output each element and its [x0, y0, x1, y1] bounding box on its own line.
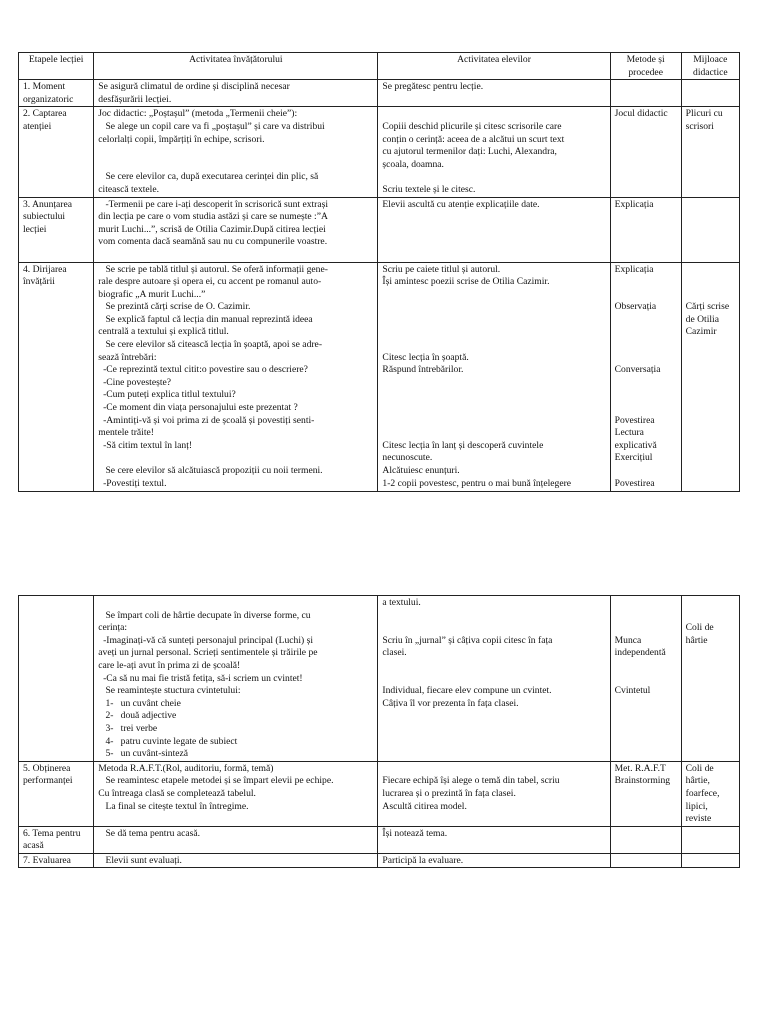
cell-text-line: 1. Moment: [23, 81, 66, 93]
lesson-plan-table-page-1: [18, 52, 740, 492]
cell-text-line: [615, 389, 677, 402]
methods-cell: [610, 853, 681, 868]
cell-text-line: [686, 276, 735, 289]
cell-text-line: conțin o cerință: aceea de a alcătui un scurt text: [382, 133, 565, 145]
cell-text-line: explicativă: [614, 439, 657, 451]
cell-text-line: Se explică faptul că lecția din manual reprezintă ideea: [98, 313, 313, 325]
cell-text-line: foarfece,: [685, 787, 720, 799]
cell-text-line: [615, 597, 677, 610]
cell-text-line: hârtie: [685, 634, 708, 646]
table-row: [19, 826, 740, 853]
cell-text-line: Munca: [614, 634, 642, 646]
cell-text-line: acasă: [23, 840, 44, 852]
cell-text-line: care le-ați avut în prima zi de școală!: [98, 659, 241, 671]
cell-text-line: Scriu textele și le citesc.: [382, 183, 476, 195]
cell-text-line: mentele trăite!: [98, 427, 154, 439]
cell-text-line: [615, 673, 677, 686]
cell-text-line: Coli de: [685, 762, 714, 774]
cell-text-line: Scriu în „jurnal” și câțiva copii citesc în fața: [382, 634, 553, 646]
header-activitatea-invatatorului: [94, 53, 378, 80]
cell-text-line: [98, 159, 373, 172]
cell-text-line: Se pregătesc pentru lecție.: [382, 81, 484, 93]
cell-text-line: Fiecare echipă își alege o temă din tabel, scriu: [382, 775, 560, 787]
methods-cell: [610, 596, 681, 762]
cell-text-line: Își notează tema.: [382, 827, 448, 839]
cell-text-line: [615, 339, 677, 352]
cell-text-line: Cvintetul: [614, 685, 651, 697]
cell-text-line: [615, 622, 677, 635]
stage-cell: [19, 596, 94, 762]
teacher-activity-cell: [94, 826, 378, 853]
table-row: [19, 596, 740, 762]
cell-text-line: școala, doamna.: [382, 158, 444, 170]
cell-text-line: [382, 289, 605, 302]
methods-cell: [610, 197, 681, 262]
student-activity-cell: [378, 197, 610, 262]
table-row: [19, 197, 740, 262]
cell-text-line: [382, 673, 605, 686]
cell-text-line: 5- un cuvânt-sinteză: [98, 748, 189, 760]
cell-text-line: celorlalți copii, împărțiți în echipe, scrisori.: [98, 133, 265, 145]
teacher-activity-cell: [94, 197, 378, 262]
cell-text-line: 2- două adjective: [98, 710, 177, 722]
cell-text-line: Metode și: [626, 54, 665, 65]
cell-text-line: -Cum puteți explica titlul textului?: [98, 389, 236, 401]
cell-text-line: performanței: [23, 775, 73, 787]
resources-cell: [681, 596, 739, 762]
cell-text-line: din lecția pe care o vom studia astăzi și care se numește :”A: [98, 211, 328, 223]
table-row: [19, 262, 740, 491]
cell-text-line: necunoscute.: [382, 452, 433, 464]
cell-text-line: murit Luchi...”, scrisă de Otilia Cazimir.După citirea lecției: [98, 223, 326, 235]
cell-text-line: subiectului: [23, 211, 66, 223]
cell-text-line: [382, 314, 605, 327]
cell-text-line: Plicuri cu: [685, 108, 723, 120]
cell-text-line: Își amintesc poezii scrise de Otilia Cazimir.: [382, 276, 550, 288]
cell-text-line: procedee: [628, 66, 663, 78]
cell-text-line: Lectura: [614, 427, 644, 439]
cell-text-line: Se prezintă cărți scrise de O. Cazimir.: [98, 301, 251, 313]
cell-text-line: [686, 289, 735, 302]
cell-text-line: 1- un cuvânt cheie: [98, 697, 181, 709]
cell-text-line: 3. Anunțarea: [23, 198, 73, 210]
cell-text-line: Activitatea învățătorului: [189, 54, 283, 65]
cell-text-line: [615, 314, 677, 327]
cell-text-line: Se cere elevilor ca, după executarea cerinței din plic, să: [98, 171, 319, 183]
student-activity-cell: [378, 262, 610, 491]
cell-text-line: [615, 352, 677, 365]
cell-text-line: Brainstorming: [614, 775, 671, 787]
cell-text-line: 1-2 copii povestesc, pentru o mai bună înțelegere: [382, 477, 572, 489]
cell-text-line: atenției: [23, 120, 52, 132]
cell-text-line: lucrarea și o prezintă în fața clasei.: [382, 787, 516, 799]
student-activity-cell: [378, 107, 610, 197]
cell-text-line: -Termenii pe care i-ați descoperit în scrisorică sunt extrași: [98, 198, 329, 210]
cell-text-line: Joc didactic: „Poștașul” (metoda „Termenii cheie”):: [98, 108, 298, 120]
teacher-activity-cell: [94, 853, 378, 868]
methods-cell: [610, 107, 681, 197]
student-activity-cell: [378, 80, 610, 107]
cell-text-line: [98, 452, 373, 465]
cell-text-line: Se împart coli de hârtie decupate în diverse forme, cu: [98, 609, 311, 621]
resources-cell: [681, 107, 739, 197]
cell-text-line: [382, 377, 605, 390]
cell-text-line: Alcătuiesc enunțuri.: [382, 465, 460, 476]
teacher-activity-cell: [94, 107, 378, 197]
cell-text-line: Povestirea: [614, 477, 655, 489]
student-activity-cell: [378, 596, 610, 762]
cell-text-line: Se reamintesc etapele metodei și se împart elevii pe echipe.: [98, 775, 334, 787]
cell-text-line: -Ce reprezintă textul citit:o povestire sau o descriere?: [98, 364, 308, 376]
header-etape: [19, 53, 94, 80]
cell-text-line: Jocul didactic: [614, 108, 668, 120]
resources-cell: [681, 197, 739, 262]
cell-text-line: Etapele lecției: [28, 54, 84, 65]
stage-cell: [19, 262, 94, 491]
cell-text-line: didactice: [693, 66, 728, 78]
cell-text-line: independentă: [614, 647, 666, 659]
cell-text-line: [615, 465, 677, 478]
cell-text-line: [382, 108, 605, 121]
cell-text-line: desfășurării lecției.: [98, 93, 172, 105]
cell-text-line: Cazimir: [685, 326, 717, 338]
table-row: [19, 107, 740, 197]
cell-text-line: vom comenta dacă seamănă sau nu cu compunerile voastre.: [98, 236, 328, 248]
cell-text-line: Cu întreaga clasă se completează tabelul.: [98, 787, 256, 799]
cell-text-line: [615, 660, 677, 673]
header-mijloace: [681, 53, 739, 80]
cell-text-line: [98, 146, 373, 159]
cell-text-line: 5. Obținerea: [23, 762, 71, 774]
cell-text-line: [382, 171, 605, 184]
methods-cell: [610, 80, 681, 107]
table-row: [19, 80, 740, 107]
cell-text-line: [382, 326, 605, 339]
cell-text-line: [615, 402, 677, 415]
methods-cell: [610, 761, 681, 826]
cell-text-line: -Cine povestește?: [98, 376, 171, 388]
resources-cell: [681, 80, 739, 107]
cell-text-line: Cărți scrise: [685, 301, 730, 313]
cell-text-line: scrisori: [685, 120, 714, 132]
student-activity-cell: [378, 761, 610, 826]
cell-text-line: [98, 597, 373, 610]
cell-text-line: Se alege un copil care va fi „poștașul” și care va distribui: [98, 120, 325, 132]
resources-cell: [681, 761, 739, 826]
cell-text-line: Citesc lecția în șoaptă.: [382, 351, 469, 363]
cell-text-line: -Amintiți-vă și voi prima zi de școală și povestiți senti-: [98, 414, 315, 426]
cell-text-line: Observația: [614, 301, 657, 313]
cell-text-line: [382, 301, 605, 314]
cell-text-line: centrală a textului și explică titlul.: [98, 326, 229, 338]
cell-text-line: Coli de: [685, 622, 714, 634]
cell-text-line: Elevii sunt evaluați.: [98, 854, 182, 866]
cell-text-line: reviste: [685, 813, 712, 825]
cell-text-line: a textului.: [382, 597, 421, 608]
cell-text-line: -Ce moment din viața personajului este prezentat ?: [98, 402, 298, 414]
student-activity-cell: [378, 853, 610, 868]
cell-text-line: [615, 377, 677, 390]
cell-text-line: Se cere elevilor să alcătuiască propoziții cu noii termeni.: [98, 465, 323, 476]
cell-text-line: Elevii ascultă cu atenție explicațiile date.: [382, 198, 540, 210]
cell-text-line: de Otilia: [685, 313, 719, 325]
header-activitatea-elevilor: [378, 53, 610, 80]
cell-text-line: Ascultă citirea model.: [382, 800, 467, 812]
stage-cell: [19, 761, 94, 826]
cell-text-line: [382, 427, 605, 440]
cell-text-line: Individual, fiecare elev compune un cvintet.: [382, 685, 552, 697]
teacher-activity-cell: [94, 80, 378, 107]
cell-text-line: -Imaginați-vă că sunteți personajul principal (Luchi) și: [98, 634, 313, 646]
cell-text-line: Mijloace: [693, 54, 728, 65]
cell-text-line: Povestirea: [614, 414, 655, 426]
resources-cell: [681, 826, 739, 853]
cell-text-line: Metoda R.A.F.T.(Rol, auditoriu, formă, temă): [98, 762, 274, 774]
resources-cell: [681, 853, 739, 868]
cell-text-line: 7. Evaluarea: [23, 854, 71, 866]
cell-text-line: Activitatea elevilor: [457, 54, 531, 65]
cell-text-line: clasei.: [382, 647, 407, 659]
methods-cell: [610, 262, 681, 491]
cell-text-line: 4- patru cuvinte legate de subiect: [98, 735, 238, 747]
cell-text-line: [382, 402, 605, 415]
cell-text-line: sează întrebări:: [98, 351, 157, 363]
cell-text-line: -Povestiți textul.: [98, 477, 167, 489]
cell-text-line: Se scrie pe tablă titlul și autorul. Se oferă informații gene-: [98, 263, 328, 275]
cell-text-line: [98, 249, 373, 262]
cell-text-line: 2. Captarea: [23, 108, 67, 120]
cell-text-line: [382, 763, 605, 776]
stage-cell: [19, 853, 94, 868]
cell-text-line: organizatoric: [23, 93, 74, 105]
cell-text-line: [686, 264, 735, 277]
teacher-activity-cell: [94, 262, 378, 491]
cell-text-line: 4. Dirijarea: [23, 263, 67, 275]
cell-text-line: Se cere elevilor să citească lecția în șoaptă, apoi se adre-: [98, 339, 323, 351]
cell-text-line: Câțiva îl vor prezenta în fața clasei.: [382, 697, 519, 709]
cell-text-line: [382, 622, 605, 635]
cell-text-line: Explicația: [614, 263, 654, 275]
cell-text-line: Copiii deschid plicurile și citesc scrisorile care: [382, 120, 562, 132]
cell-text-line: [615, 326, 677, 339]
cell-text-line: Scriu pe caiete titlul și autorul.: [382, 263, 501, 275]
student-activity-cell: [378, 826, 610, 853]
cell-text-line: [382, 389, 605, 402]
cell-text-line: cerința:: [98, 622, 128, 634]
cell-text-line: [615, 276, 677, 289]
cell-text-line: [686, 610, 735, 623]
cell-text-line: [615, 610, 677, 623]
cell-text-line: Explicația: [614, 198, 654, 210]
cell-text-line: [382, 660, 605, 673]
cell-text-line: 3- trei verbe: [98, 722, 158, 734]
table-row: [19, 761, 740, 826]
cell-text-line: Met. R.A.F.T: [614, 762, 666, 774]
cell-text-line: [382, 339, 605, 352]
teacher-activity-cell: [94, 761, 378, 826]
cell-text-line: citească textele.: [98, 183, 159, 195]
stage-cell: [19, 107, 94, 197]
stage-cell: [19, 826, 94, 853]
cell-text-line: [615, 289, 677, 302]
cell-text-line: Se reamintește stuctura cvintetului:: [98, 685, 241, 697]
cell-text-line: cu ajutorul termenilor dați: Luchi, Alexandra,: [382, 146, 557, 158]
cell-text-line: -Ca să nu mai fie tristă fetița, să-i scriem un cvintet!: [98, 672, 303, 684]
cell-text-line: biografic „A murit Luchi...”: [98, 288, 206, 300]
cell-text-line: [382, 415, 605, 428]
stage-cell: [19, 197, 94, 262]
table-row: [19, 853, 740, 868]
resources-cell: [681, 262, 739, 491]
header-metode: [610, 53, 681, 80]
teacher-activity-cell: [94, 596, 378, 762]
cell-text-line: -Să citim textul în lanț!: [98, 439, 193, 451]
cell-text-line: Răspund întrebărilor.: [382, 364, 464, 376]
cell-text-line: Exercițiul: [614, 452, 653, 464]
cell-text-line: hârtie,: [685, 775, 710, 787]
cell-text-line: Conversația: [614, 364, 661, 376]
cell-text-line: [382, 610, 605, 623]
cell-text-line: lecției: [23, 223, 47, 235]
cell-text-line: învățării: [23, 276, 55, 288]
stage-cell: [19, 80, 94, 107]
cell-text-line: Participă la evaluare.: [382, 854, 464, 866]
cell-text-line: aveți un jurnal personal. Scrieți sentimentele și trăirile pe: [98, 647, 318, 659]
cell-text-line: rale despre autoare și opera ei, cu accent pe romanul auto-: [98, 276, 322, 288]
methods-cell: [610, 826, 681, 853]
cell-text-line: [686, 597, 735, 610]
header-row: [19, 53, 740, 80]
cell-text-line: La final se citește textul în întregime.: [98, 800, 249, 812]
cell-text-line: 6. Tema pentru: [23, 827, 81, 839]
cell-text-line: Citesc lecția în lanț și descoperă cuvintele: [382, 439, 544, 451]
cell-text-line: Se asigură climatul de ordine și disciplină necesar: [98, 81, 290, 93]
lesson-plan-table-page-2: [18, 595, 740, 868]
cell-text-line: lipici,: [685, 800, 708, 812]
cell-text-line: Se dă tema pentru acasă.: [98, 827, 201, 839]
